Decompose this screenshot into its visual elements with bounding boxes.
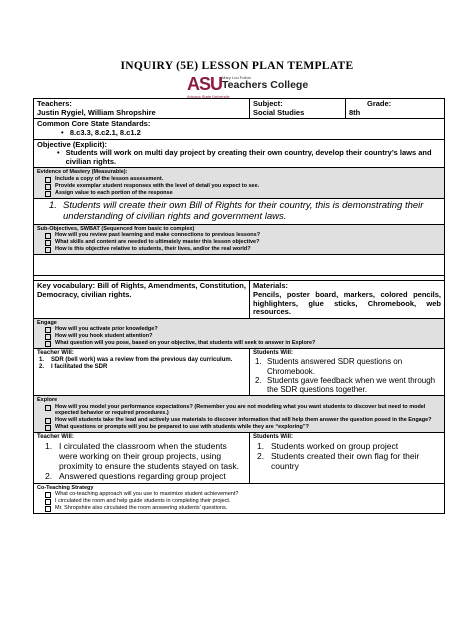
explore-item: How will you model your performance expectations? (Remember you are not modeling what you want students to discover but need to model expected behavior or required procedures.) — [55, 403, 426, 417]
teachers-row — [34, 99, 445, 119]
vocab-cell — [34, 281, 250, 319]
standards-cell: Common Core State Standards: • 8.c3.3, 8.c2.1, 8.c1.2 — [34, 119, 445, 139]
subject-label: Subject: — [253, 99, 283, 108]
checkbox-icon — [45, 418, 51, 424]
engage-student-cell: Students Will: 1. Students answered SDR questions on Chromebook. 2. Students gave feedback when we went through the SDR questions together. — [250, 349, 445, 396]
engage-item: How will you activate prior knowledge? — [55, 326, 158, 333]
explore-item: What questions or prompts will you be prepared to use with students while they are “exploring”? — [55, 423, 309, 430]
grade-cell — [346, 99, 445, 119]
checkbox-icon — [45, 334, 51, 340]
mastery-label: Evidence of Mastery (Measurable): — [37, 169, 128, 176]
engage-header — [34, 318, 445, 349]
explore-label: Explore — [37, 397, 58, 404]
subject-value: Social Studies — [253, 107, 305, 117]
coteach-label: Co-Teaching Strategy — [37, 484, 94, 491]
subobjectives-header — [34, 224, 445, 255]
explore-student-cell: Students Will: 1. Students worked on group project 2. Students created their own flag for their country — [250, 432, 445, 483]
logo-university-name: Arizona State University — [187, 94, 230, 99]
checkbox-icon — [45, 177, 51, 183]
coteach-row — [34, 483, 445, 514]
explore-item: How will students take the lead and actively use materials to discover information that will help them answer the question posed in the Engage? — [55, 416, 432, 423]
mastery-header — [34, 168, 445, 199]
grade-label: Grade: — [367, 99, 392, 108]
subobjectives-body — [34, 255, 445, 276]
engage-student-item: Students answered SDR questions on Chromebook. — [267, 357, 403, 376]
explore-teacher-label: Teacher Will: — [37, 433, 74, 440]
subobjectives-header-row — [34, 224, 445, 255]
teachers-label: Teachers: — [37, 99, 72, 108]
checkbox-icon — [45, 327, 51, 333]
teachers-cell — [34, 99, 250, 119]
teachers-value: Justin Rygiel, William Shropshire — [37, 107, 156, 117]
objective-row — [34, 139, 445, 168]
engage-teacher-item: I facilitated the SDR — [51, 364, 108, 371]
checkbox-icon — [45, 425, 51, 431]
explore-header-row — [34, 396, 445, 433]
engage-label: Engage — [37, 319, 57, 326]
checkbox-icon — [45, 247, 51, 253]
standards-row — [34, 119, 445, 139]
subobjectives-item: What skills and content are needed to ultimately master this lesson objective? — [55, 239, 260, 246]
standards-value: 8.c3.3, 8.c2.1, 8.c1.2 — [69, 127, 141, 137]
objective-label: Objective (Explicit): — [37, 139, 108, 149]
mastery-item: Assign value to each portion of the response — [55, 189, 173, 196]
subject-cell — [250, 99, 346, 119]
subobjectives-item: How will you review past learning and make connections to previous lessons? — [55, 232, 261, 239]
explore-body-row — [34, 432, 445, 483]
mastery-item: Include a copy of the lesson assessment. — [55, 175, 164, 182]
engage-item: What question will you pose, based on your objective, that students will seek to answer in Explore? — [55, 340, 316, 347]
coteach-item: Mr. Shropshire also circulated the room answering students’ questions. — [55, 505, 228, 512]
engage-student-label: Students Will: — [253, 350, 293, 357]
logo-small-text: Mary Lou Fulton — [222, 75, 251, 80]
checkbox-icon — [45, 184, 51, 190]
explore-teacher-item: Answered questions regarding group project — [59, 471, 226, 482]
mastery-header-row — [34, 168, 445, 199]
vocab-label: Key vocabulary: — [37, 281, 96, 291]
vocab-materials-row — [34, 281, 445, 319]
coteach-item: I circulated the room and help guide students in completing their project. — [55, 498, 231, 505]
materials-label: Materials: — [253, 281, 289, 291]
subobjectives-item: How is this objective relative to students, their lives, and/or the real world? — [55, 246, 251, 253]
mastery-body: 1. Students will create their own Bill of Rights for their country, this is demonstrating their understanding of civilian rights and government laws. — [34, 198, 445, 224]
materials-value: Pencils, poster board, markers, colored pencils, highlighters, glue sticks, Chromebook, web resources. — [253, 289, 441, 317]
standards-label: Common Core State Standards: — [37, 119, 151, 129]
mastery-item: Provide exemplar student responses with the level of detail you expect to see. — [55, 182, 260, 189]
objective-value: Students will work on multi day project by creating their own country, develop their country’s laws and civilian rights. — [65, 148, 432, 166]
explore-teacher-item: I circulated the classroom when the students were working on their group projects, using proximity to ensure the students stayed on task. — [59, 440, 240, 472]
explore-student-item: Students created their own flag for their country — [271, 450, 420, 472]
checkbox-icon — [45, 341, 51, 347]
checkbox-icon — [45, 499, 51, 505]
engage-student-item: Students gave feedback when we went through the SDR questions together. — [267, 375, 436, 394]
checkbox-icon — [45, 405, 51, 411]
mastery-statement: Students will create their own Bill of Rights for their country, this is demonstrating their understanding of civilian rights and government laws. — [63, 199, 424, 223]
logo-asu-mark: ASU — [187, 74, 223, 94]
logo-college-name: Teachers College — [222, 79, 309, 91]
coteach-item: What co-teaching approach will you use to maximize student achievement? — [55, 491, 239, 498]
checkbox-icon — [45, 240, 51, 246]
checkbox-icon — [45, 191, 51, 197]
subobjectives-label: Sub-Objectives, SWBAT (Sequenced from basic to complex) — [37, 225, 195, 232]
explore-student-label: Students Will: — [253, 433, 293, 440]
checkbox-icon — [45, 506, 51, 512]
explore-header — [34, 396, 445, 433]
asu-teachers-college-logo — [187, 74, 327, 100]
engage-body-row — [34, 349, 445, 396]
explore-student-item: Students worked on group project — [271, 440, 399, 451]
engage-teacher-label: Teacher Will: — [37, 350, 74, 357]
explore-teacher-cell: Teacher Will: 1. I circulated the classroom when the students were working on their group projects, using proximity to ensure the students stayed on task. 2. Answered questions regarding group project — [34, 432, 250, 483]
materials-cell — [250, 281, 445, 319]
lesson-plan-table — [33, 98, 445, 514]
subobjectives-empty-row — [34, 255, 445, 276]
grade-value: 8th — [349, 107, 361, 117]
document-title: INQUIRY (5E) LESSON PLAN TEMPLATE — [120, 60, 354, 72]
engage-item: How will you hook student attention? — [55, 333, 153, 340]
coteach-cell — [34, 483, 445, 514]
vocab-value: Bill of Rights, Amendments, Constitution, Democracy, civilian rights. — [37, 281, 246, 299]
objective-cell: Objective (Explicit): • Students will work on multi day project by creating their own country, develop their country’s laws and civilian rights. — [34, 139, 445, 168]
checkbox-icon — [45, 233, 51, 239]
engage-header-row — [34, 318, 445, 349]
engage-teacher-item: SDR (bell work) was a review from the previous day curriculum. — [51, 357, 233, 364]
engage-teacher-cell: Teacher Will: 1. SDR (bell work) was a review from the previous day curriculum. 2. I facilitated the SDR — [34, 349, 250, 396]
mastery-body-row — [34, 198, 445, 224]
checkbox-icon — [45, 492, 51, 498]
